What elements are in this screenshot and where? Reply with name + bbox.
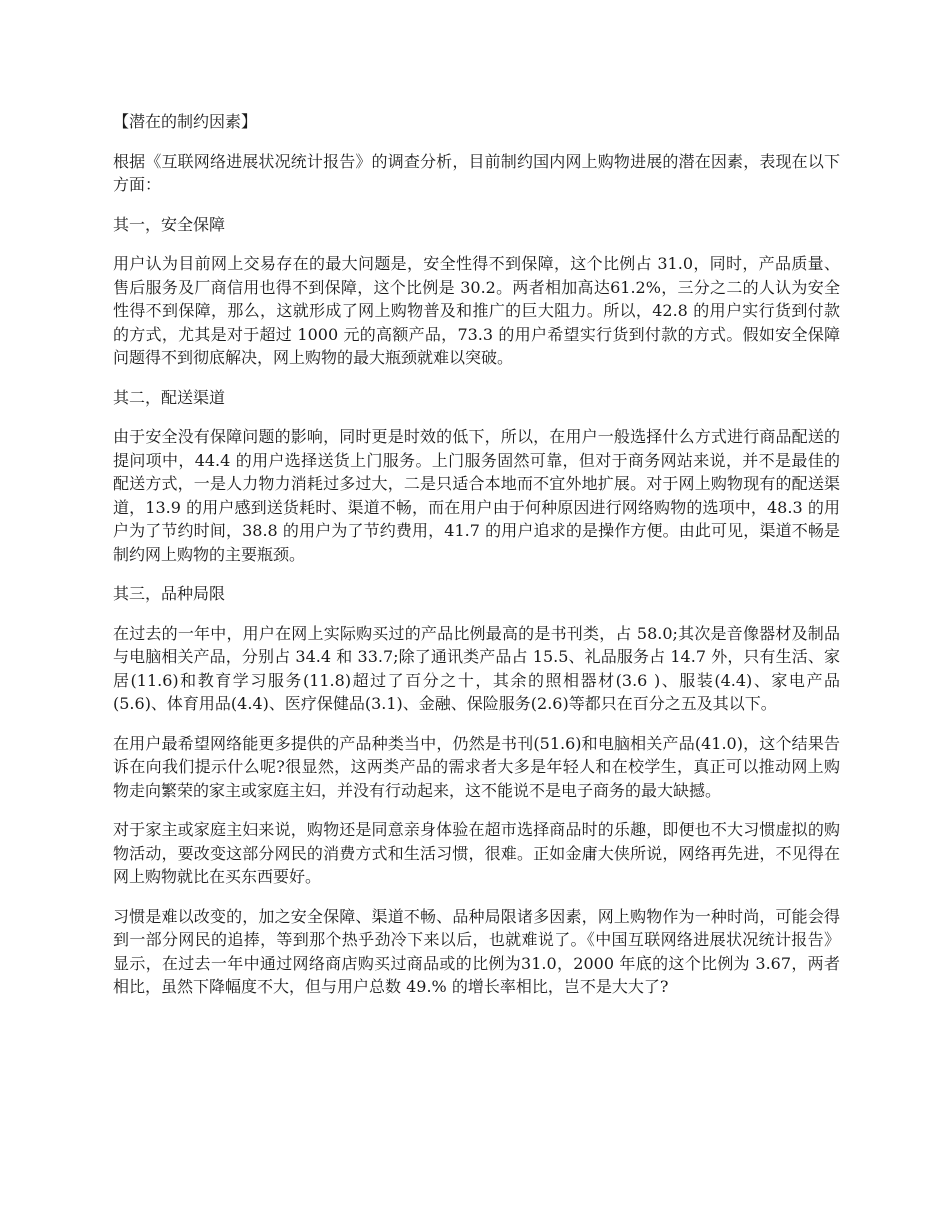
security-paragraph: 用户认为目前网上交易存在的最大问题是，安全性得不到保障，这个比例占 31.0，同时，产品质量、售后服务及厂商信用也得不到保障，这个比例是 30.2。两者相加高达61.2%，三分之二的人认为安全性得不到保障，那么，这就形成了网上购物普及和推广的巨大阻力。所以，42.8 的用户实行货到付款的方式，尤其是对于超过 1000 元的高额产品，73.3 的用户希望实行货到付款的方式。假如安全保障问题得不到彻底解决，网上购物的最大瓶颈就难以突破。 bbox=[113, 254, 840, 367]
heading-variety: 其三，品种局限 bbox=[113, 584, 226, 603]
delivery-paragraph: 由于安全没有保障问题的影响，同时更是时效的低下，所以，在用户一般选择什么方式进行商品配送的提问项中，44.4 的用户选择送货上门服务。上门服务固然可靠，但对于商务网站来说，并不是最佳的配送方式，一是人力物力消耗过多过大，二是只适合本地而不宜外地扩展。对于网上购物现有的配送渠道，13.9 的用户感到送货耗时、渠道不畅，而在用户由于何种原因进行网络购物的选项中，48.3 的用户为了节约时间，38.8 的用户为了节约费用，41.7 的用户追求的是操作方便。由此可见，渠道不畅是制约网上购物的主要瓶颈。 bbox=[113, 427, 840, 564]
homemaker-paragraph: 对于家主或家庭主妇来说，购物还是同意亲身体验在超市选择商品时的乐趣，即便也不大习惯虚拟的购物活动，要改变这部分网民的消费方式和生活习惯，很难。正如金庸大侠所说，网络再先进，不见得在网上购物就比在买东西要好。 bbox=[113, 820, 840, 886]
intro-paragraph: 根据《互联网络进展状况统计报告》的调查分析，目前制约国内网上购物进展的潜在因素，表现在以下方面： bbox=[113, 151, 840, 194]
heading-security: 其一，安全保障 bbox=[113, 214, 226, 234]
section-title: 【潜在的制约因素】 bbox=[113, 112, 258, 131]
variety-paragraph: 在过去的一年中，用户在网上实际购买过的产品比例最高的是书刊类，占 58.0;其次是音像器材及制品与电脑相关产品，分别占 34.4 和 33.7;除了通讯类产品占 15.5、礼品服务占 14.7 外，只有生活、家居(11.6)和教育学习服务(11.8)超过了百分之十，其余的照相器材(3.6 )、服装(4.4)、家电产品(5.6)、体育用品(4.4)、医疗保健品(3.1)、金融、保险服务(2.6)等都只在百分之五及其以下。 bbox=[113, 623, 840, 713]
demand-paragraph: 在用户最希望网络能更多提供的产品种类当中，仍然是书刊(51.6)和电脑相关产品(41.0)，这个结果告诉在向我们提示什么呢?很显然，这两类产品的需求者大多是年轻人和在校学生，真正可以推动网上购物走向繁荣的家主或家庭主妇，并没有行动起来，这不能说不是电子商务的最大缺撼。 bbox=[113, 733, 840, 800]
document-body bbox=[113, 110, 840, 1015]
heading-delivery: 其二，配送渠道 bbox=[113, 387, 226, 407]
conclusion-paragraph: 习惯是难以改变的，加之安全保障、渠道不畅、品种局限诸多因素，网上购物作为一种时尚，可能会得到一部分网民的追捧，等到那个热乎劲冷下来以后，也就难说了。《中国互联网络进展状况统计报告》显示，在过去一年中通过网络商店购买过商品或的比例为31.0，2000 年底的这个比例为 3.67，两者相比，虽然下降幅度不大，但与用户总数 49.% 的增长率相比，岂不是大大了? bbox=[113, 906, 840, 996]
